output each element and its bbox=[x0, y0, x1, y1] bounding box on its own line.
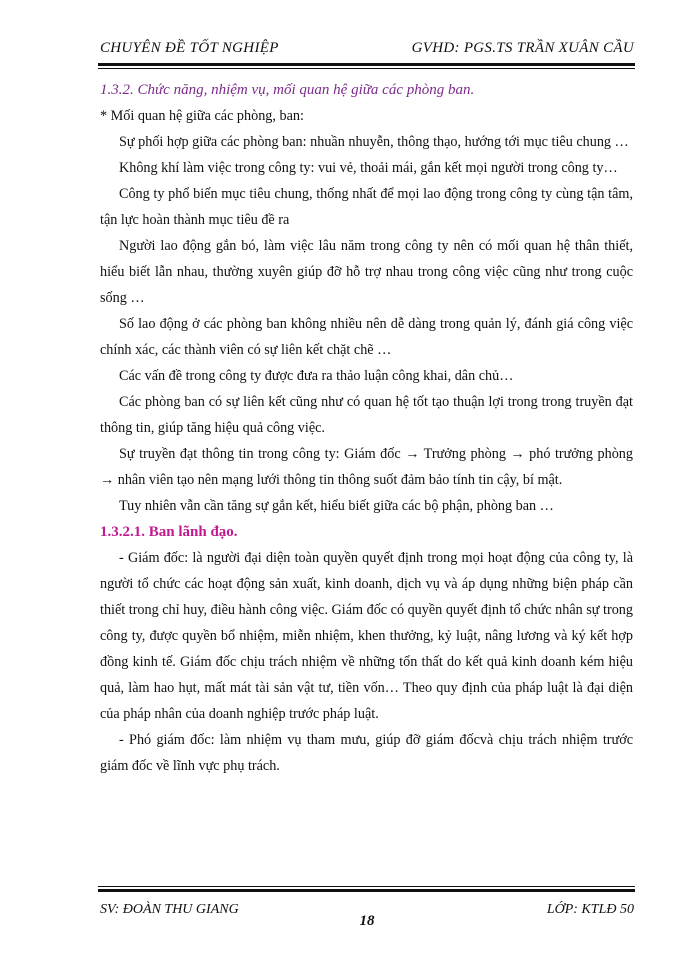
paragraph: Các vấn đề trong công ty được đưa ra thảo luận công khai, dân chủ… bbox=[119, 368, 514, 384]
section-title: 1.3.2. Chức năng, nhiệm vụ, mối quan hệ giữa các phòng ban. bbox=[100, 82, 475, 98]
paragraph: Không khí làm việc trong công ty: vui vẻ, thoải mái, gắn kết mọi người trong công ty… bbox=[119, 160, 618, 176]
paragraph: - Giám đốc: là người đại diện toàn quyền quyết định trong mọi hoạt động của công ty, là người tổ chức các hoạt động sản xuất, kinh doanh, dịch vụ và áp dụng những biện pháp cần thiết trong chỉ huy, điều hành công việc. Giám đốc có quyền quyết định tổ chức nhân sự trong công ty, được quyền bổ nhiệm, miễn nhiệm, khen thưởng, kỷ luật, nâng lương và ký kết hợp đồng kinh tế. Giám đốc chịu trách nhiệm về những tổn thất do kết quả kinh doanh kém hiệu quả, làm hao hụt, mất mát tài sản vật tư, tiền vốn… Theo quy định của pháp luật là đại diện của pháp nhân của doanh nghiệp trước pháp luật. bbox=[100, 550, 633, 722]
footer-rule bbox=[98, 886, 635, 892]
paragraph: * Mối quan hệ giữa các phòng, ban: bbox=[100, 108, 304, 124]
footer-class: LỚP: KTLĐ 50 bbox=[546, 902, 634, 917]
header-rule bbox=[98, 63, 635, 69]
paragraph: Công ty phổ biến mục tiêu chung, thống nhất để mọi lao động trong công ty cùng tận tâm, tận lực hoàn thành mục tiêu đề ra bbox=[100, 186, 633, 228]
header-right-advisor: GVHD: PGS.TS TRẦN XUÂN CẦU bbox=[411, 40, 634, 56]
paragraph: Sự truyền đạt thông tin trong công ty: Giám đốc → Trưởng phòng → phó trưởng phòng → nhân viên tạo nên mạng lưới thông tin thông suốt đảm bảo tính tin cậy, bí mật. bbox=[100, 446, 633, 488]
footer-student-name: SV: ĐOÀN THU GIANG bbox=[100, 902, 239, 917]
paragraph: Người lao động gắn bó, làm việc lâu năm trong công ty nên có mối quan hệ thân thiết, hiểu biết lẫn nhau, thường xuyên giúp đỡ hỗ trợ nhau trong công việc cũng như trong cuộc sống … bbox=[100, 238, 633, 306]
page-number: 18 bbox=[359, 913, 375, 929]
paragraph: Sự phối hợp giữa các phòng ban: nhuần nhuyễn, thông thạo, hướng tới mục tiêu chung … bbox=[119, 134, 629, 150]
paragraph: - Phó giám đốc: làm nhiệm vụ tham mưu, giúp đỡ giám đốcvà chịu trách nhiệm trước giám đốc về lĩnh vực phụ trách. bbox=[100, 732, 633, 774]
page-header bbox=[100, 40, 634, 64]
paragraph: Tuy nhiên vẫn cần tăng sự gắn kết, hiểu biết giữa các bộ phận, phòng ban … bbox=[119, 498, 554, 514]
document-body bbox=[100, 77, 633, 779]
paragraph: Các phòng ban có sự liên kết cũng như có quan hệ tốt tạo thuận lợi trong trong truyền đạt thông tin, giúp tăng hiệu quả công việc. bbox=[100, 394, 633, 436]
page-footer bbox=[100, 896, 634, 936]
subsection-title: 1.3.2.1. Ban lãnh đạo. bbox=[100, 524, 238, 540]
paragraph: Số lao động ở các phòng ban không nhiều nên dễ dàng trong quản lý, đánh giá công việc chính xác, các thành viên có sự liên kết chặt chẽ … bbox=[100, 316, 633, 358]
header-left-title: CHUYÊN ĐỀ TỐT NGHIỆP bbox=[100, 40, 279, 56]
